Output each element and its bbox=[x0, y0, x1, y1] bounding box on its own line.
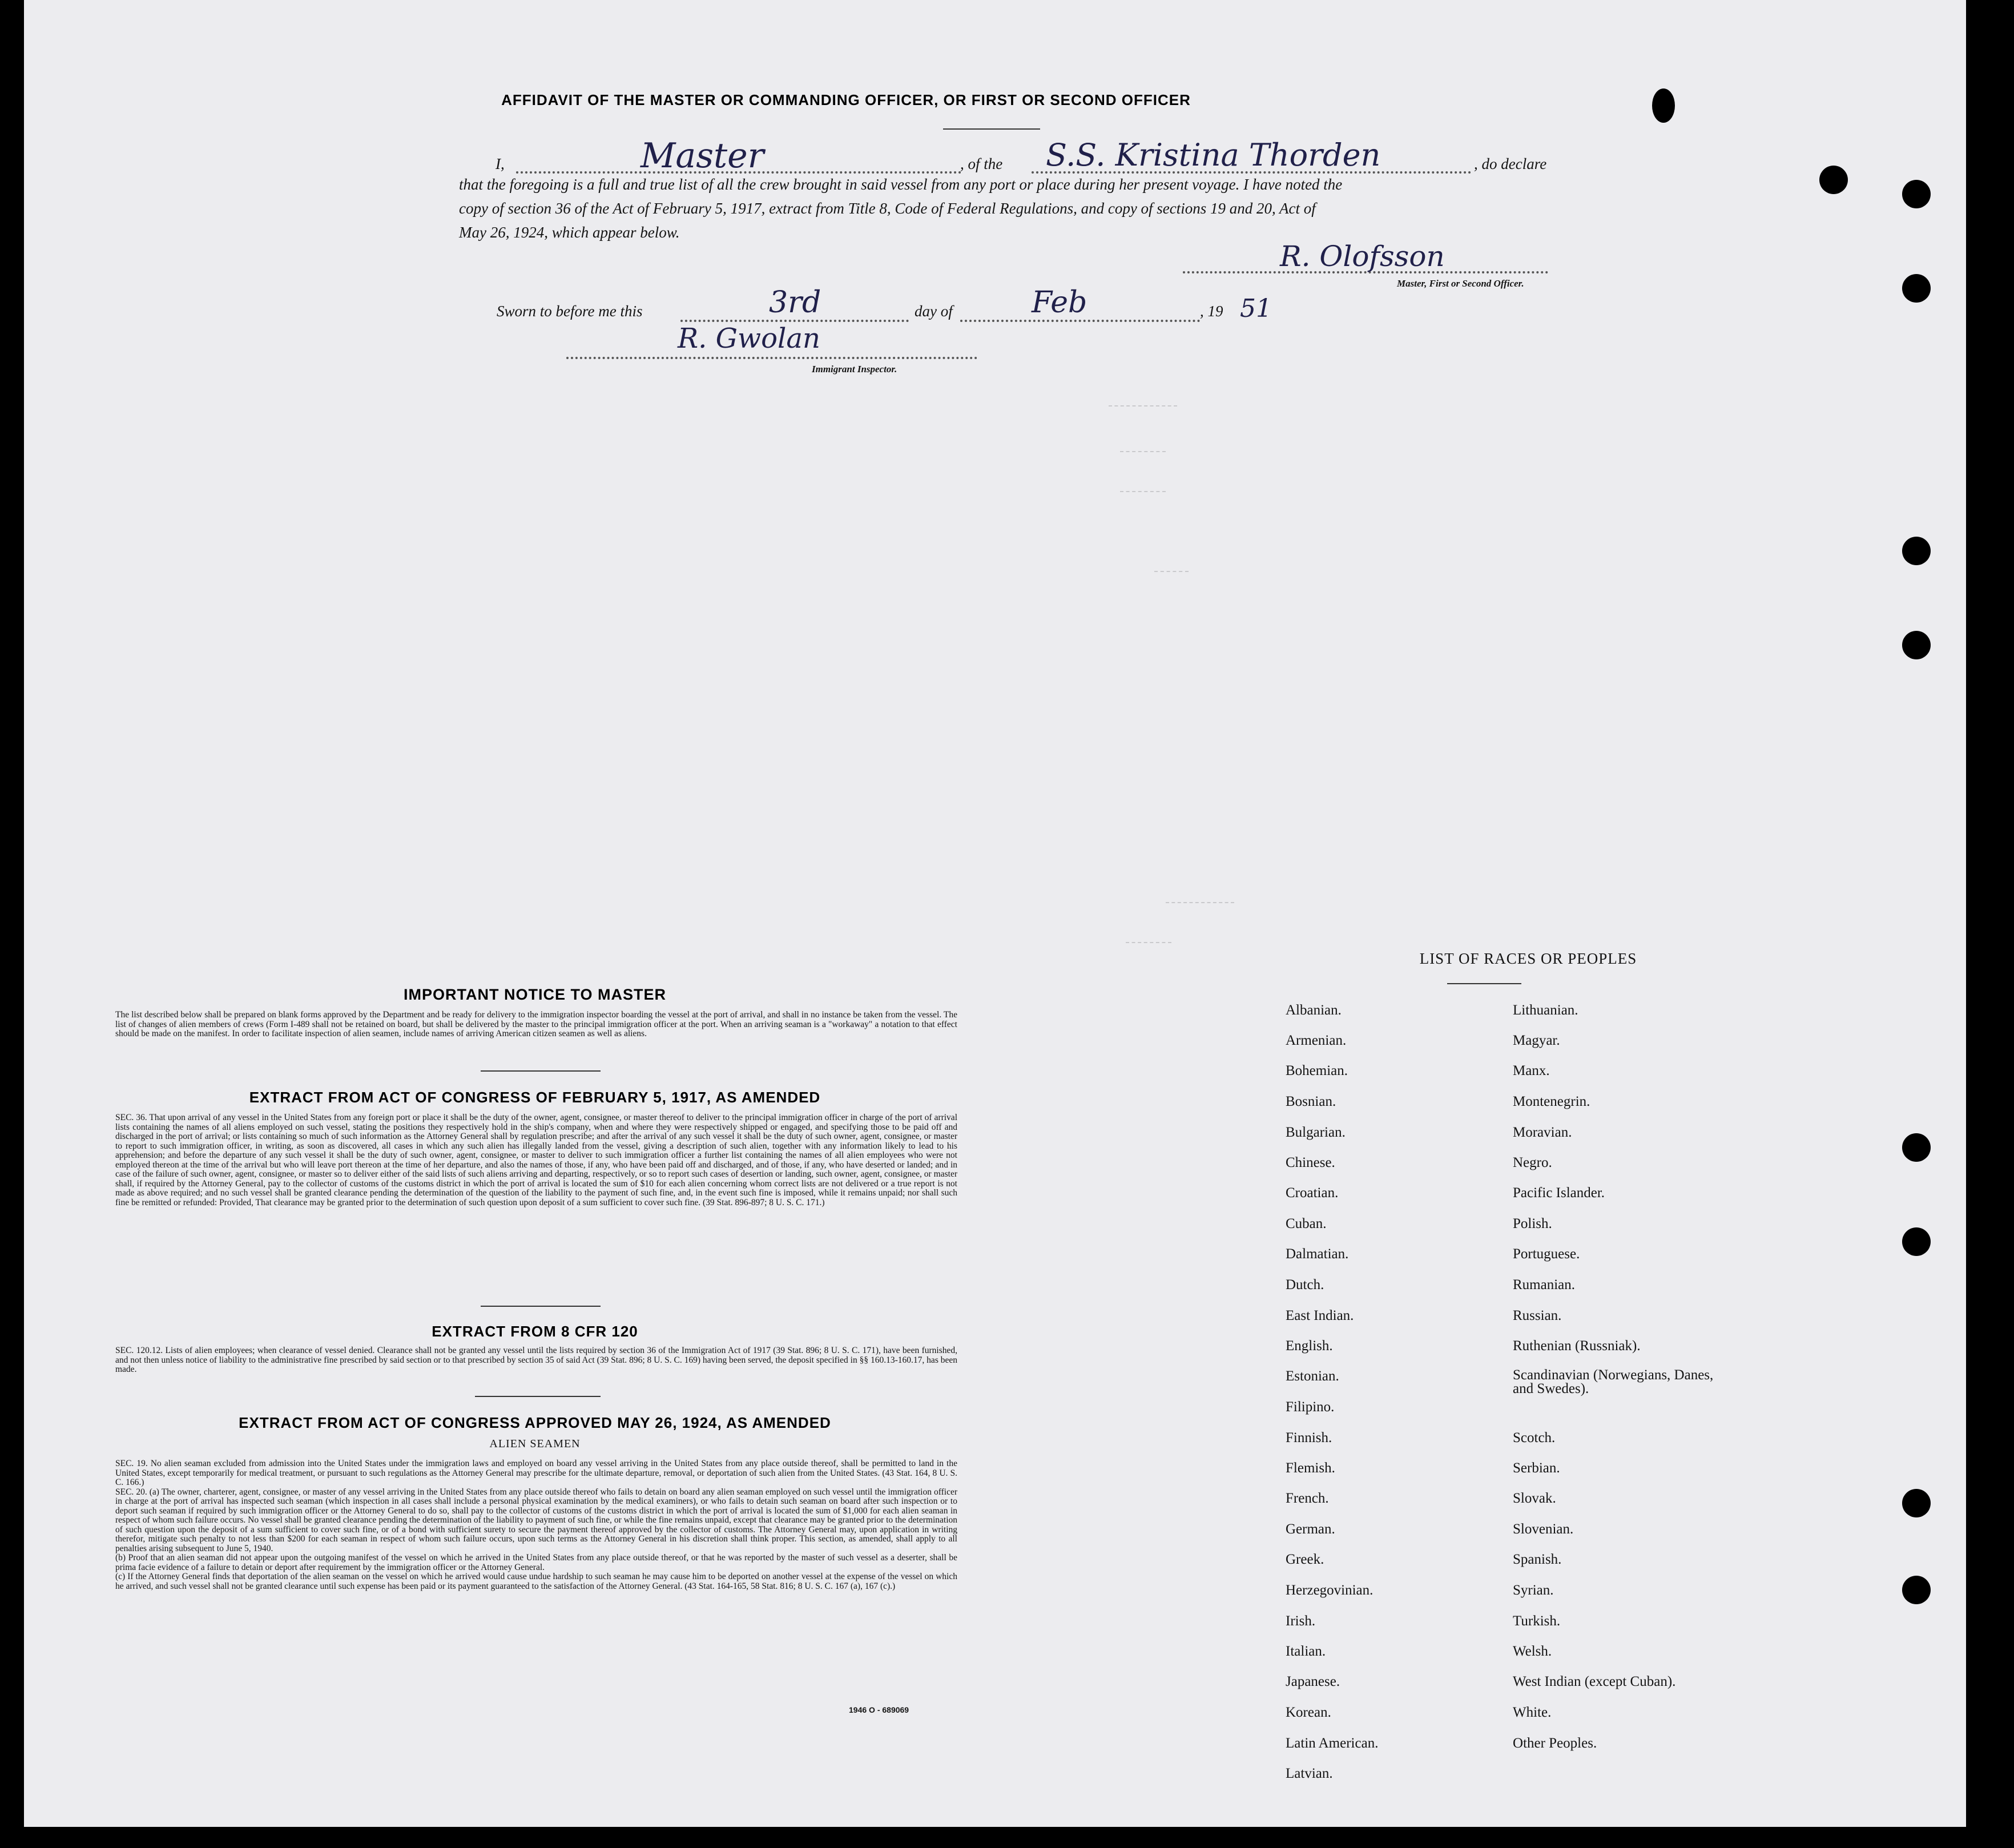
notice-text: The list described below shall be prepared on blank forms approved by the Department and be ready for delivery to the immigration inspector boarding the vessel at the port of arrival, and shall in no instance be taken from the vessel. The list of changes of alien members of crews (Form I-489 shall not be retained on board, but shall be delivered by the master to the principal immigration officer at the port. When an arriving seaman is a "workaway" a notation to that effect should be made on the manifest. In order to facilitate inspection of alien seamen, include names of arriving American citizen seamen as well as aliens. bbox=[115, 1010, 957, 1038]
race-item: Albanian. bbox=[1286, 1002, 1342, 1018]
race-item: Ruthenian (Russniak). bbox=[1513, 1338, 1641, 1354]
race-item: Turkish. bbox=[1513, 1613, 1561, 1629]
race-item: Dalmatian. bbox=[1286, 1246, 1349, 1262]
race-item: Welsh. bbox=[1513, 1644, 1552, 1659]
sec-20a-text: SEC. 20. (a) The owner, charterer, agent, consignee, or master of any vessel arriving in the United States from any place outside thereof who fails to detain on board any alien seaman employed on such vessel until the immigration officer in charge at the port of arrival has inspected such seaman (which inspection in all cases shall include a personal physical examination by the medical examiners), or who fails to detain such seaman on board after such inspection or to deport such seaman if required by such immigration officer or the Attorney General to do so, shall pay to the collector of customs of the customs district in which the port of arrival is located the sum of $1,000 for each alien seaman in respect of whom such failure occurs. No vessel shall be granted clearance pending the determination of the liability to payment of such fine, or while the fine remains unpaid, except that clearance may be granted prior to the determination of such question upon the deposit of a sum sufficient to cover such fine, or of a bond with sufficient surety to secure the payment thereof approved by the collector of customs. The Attorney General may, upon application in writing therefor, mitigate such penalty to not less than $200 for each seaman in respect of whom such failure occurs, upon such terms as the Attorney General in his discretion shall think proper. This section, as amended, shall apply to all penalties arising subsequent to June 5, 1940. bbox=[115, 1487, 957, 1553]
race-item: Chinese. bbox=[1286, 1155, 1335, 1170]
race-item: Finnish. bbox=[1286, 1430, 1332, 1446]
race-item: Filipino. bbox=[1286, 1399, 1335, 1415]
race-item: Other Peoples. bbox=[1513, 1736, 1597, 1751]
race-item: Lithuanian. bbox=[1513, 1002, 1578, 1018]
extract-1924-subtitle: ALIEN SEAMEN bbox=[489, 1438, 581, 1450]
race-item: Armenian. bbox=[1286, 1033, 1347, 1048]
race-item: Slovak. bbox=[1513, 1491, 1556, 1506]
race-item: Japanese. bbox=[1286, 1674, 1340, 1689]
sworn-day: 3rd bbox=[769, 285, 821, 320]
inspector-caption: Immigrant Inspector. bbox=[812, 364, 897, 375]
sworn-month-line bbox=[960, 320, 1200, 322]
race-item: Latin American. bbox=[1286, 1736, 1379, 1751]
punch-hole-icon bbox=[1902, 1227, 1931, 1256]
race-item: Scandinavian (Norwegians, Danes, and Swedes). bbox=[1513, 1367, 1714, 1396]
sworn-month: Feb bbox=[1032, 285, 1087, 320]
race-item: Moravian. bbox=[1513, 1125, 1572, 1140]
punch-hole-icon bbox=[1902, 1489, 1931, 1517]
extract-1917-text: SEC. 36. That upon arrival of any vessel in the United States from any foreign port or place it shall be the duty of the owner, agent, consignee, or master thereof to deliver to the principal immigration officer in charge of the port of arrival lists containing the names of all aliens employed on such vessel, stating the positions they respectively hold in the ship's company, when and where they were respectively shipped or engaged, and specifying those to be paid off and discharged in the port of arrival; or lists containing so much of such information as the Attorney General shall by regulation prescribe; and after the arrival of any such vessel it shall be the duty of such owner, agent, consignee, or master to report to such immigration officer, in writing, as soon as discovered, all cases in which any such alien has illegally landed from the vessel, giving a description of such alien, together with any information likely to lead to his apprehension; and before the departure of any such vessel it shall be the duty of such owner, agent, consignee, or master to deliver to such immigration officer a further list containing the names of all alien employees who were not employed thereon at the time of the arrival but who will leave port thereon at the time of her departure, and also the names of those, if any, who have been paid off and discharged, and of those, if any, who have deserted or landed; and in case of the failure of such owner, agent, consignee, or master so to deliver either of the said lists of such aliens arriving and departing, respectively, or so to report such cases of desertion or landing, such owner, agent, consignee, or master shall, if required by the Attorney General, pay to the collector of customs of the customs district in which the port of arrival is located the sum of $10 for each alien concerning whom correct lists are not delivered or a true report is not made as above required; and no such vessel shall be granted clearance pending the determination of the question of the liability to the payment of such fine, and, in the event such fine is imposed, while it remains unpaid; nor shall such fine be remitted or refunded: Provided, That clearance may be granted prior to the determination of such question upon deposit of a sum sufficient to cover such fine. (39 Stat. 896-897; 8 U. S. C. 171.) bbox=[115, 1113, 957, 1207]
race-item: White. bbox=[1513, 1705, 1552, 1720]
punch-hole-icon bbox=[1902, 1576, 1931, 1604]
race-item: Polish. bbox=[1513, 1216, 1552, 1231]
punch-hole-icon bbox=[1902, 631, 1931, 659]
sworn-year: 51 bbox=[1240, 294, 1272, 323]
bleed-through-mark bbox=[1120, 491, 1166, 492]
race-item: Russian. bbox=[1513, 1308, 1562, 1323]
master-signature-caption: Master, First or Second Officer. bbox=[1397, 278, 1524, 289]
extract-1924-title: EXTRACT FROM ACT OF CONGRESS APPROVED MAY 26, 1924, AS AMENDED bbox=[239, 1414, 831, 1431]
race-item: Magyar. bbox=[1513, 1033, 1560, 1048]
race-item: West Indian (except Cuban). bbox=[1513, 1674, 1676, 1689]
extract-1917-divider bbox=[481, 1306, 601, 1307]
race-item: Scotch. bbox=[1513, 1430, 1556, 1446]
bleed-through-mark bbox=[1120, 451, 1166, 452]
bleed-through-mark bbox=[1154, 571, 1189, 572]
inspector-signature-line bbox=[566, 357, 977, 359]
race-item: Spanish. bbox=[1513, 1552, 1562, 1567]
race-item: Montenegrin. bbox=[1513, 1094, 1590, 1109]
punch-hole-icon bbox=[1902, 1133, 1931, 1162]
sec-20c-text: (c) If the Attorney General finds that deportation of the alien seaman on the vessel on which he arrived would cause undue hardship to such seaman he may cause him to be deported on another vessel at the expense of the vessel on which he arrived, and such vessel shall not be granted clearance until such expense has been paid or its payment guaranteed to the satisfaction of the Attorney General. (43 Stat. 164-165, 58 Stat. 816; 8 U. S. C. 167 (a), 167 (c).) bbox=[115, 1572, 957, 1591]
races-title: LIST OF RACES OR PEOPLES bbox=[1419, 950, 1637, 967]
bleed-through-mark bbox=[1109, 405, 1177, 406]
punch-hole-icon bbox=[1902, 180, 1931, 208]
punch-hole-icon bbox=[1902, 537, 1931, 565]
race-item: Greek. bbox=[1286, 1552, 1324, 1567]
race-item: Dutch. bbox=[1286, 1277, 1324, 1293]
sec-20b-text: (b) Proof that an alien seaman did not appear upon the outgoing manifest of the vessel on which he arrived in the United States from any place outside thereof, or that he was reported by the master of such vessel as a deserter, shall be prima facie evidence of a failure to detain or deport after requirement by the immigration officer or the Attorney General. bbox=[115, 1553, 957, 1572]
affidavit-body-line-3: May 26, 1924, which appear below. bbox=[459, 224, 680, 241]
of-the-text: , of the bbox=[960, 155, 1003, 172]
race-item: English. bbox=[1286, 1338, 1333, 1354]
race-item: Bohemian. bbox=[1286, 1063, 1348, 1078]
race-item: Italian. bbox=[1286, 1644, 1326, 1659]
races-divider bbox=[1447, 983, 1521, 984]
punch-hole-icon bbox=[1819, 166, 1848, 194]
title-divider bbox=[943, 128, 1040, 130]
notice-divider bbox=[481, 1070, 601, 1072]
race-item: Bulgarian. bbox=[1286, 1125, 1346, 1140]
race-item: Bosnian. bbox=[1286, 1094, 1336, 1109]
race-item: Cuban. bbox=[1286, 1216, 1327, 1231]
race-item: Syrian. bbox=[1513, 1583, 1554, 1598]
master-signature: R. Olofsson bbox=[1280, 240, 1445, 273]
affidavit-body-line-2: copy of section 36 of the Act of February 5, 1917, extract from Title 8, Code of Federal Regulations, and copy of sections 19 and 20, Act of bbox=[459, 200, 1316, 217]
do-declare-text: , do declare bbox=[1474, 155, 1547, 172]
race-item: Portuguese. bbox=[1513, 1246, 1580, 1262]
race-item: Flemish. bbox=[1286, 1460, 1335, 1476]
extract-cfr-text: SEC. 120.12. Lists of alien employees; when clearance of vessel denied. Clearance shall not be granted any vessel until the lists required by section 36 of the Immigration Act of 1917 (39 Stat. 896; 8 U. S. C. 171), have been furnished, and not then unless notice of liability to the administrative fine prescribed by said section or to that prescribed by section 35 of said Act (39 Stat. 896; 8 U. S. C. 169) having been served, the deposit specified in §§ 160.13-160.17, has been made. bbox=[115, 1346, 957, 1374]
sworn-prefix: Sworn to before me this bbox=[497, 303, 643, 320]
race-item: Irish. bbox=[1286, 1613, 1316, 1629]
race-item: Rumanian. bbox=[1513, 1277, 1576, 1293]
extract-1924-body bbox=[115, 1459, 957, 1591]
race-item: Pacific Islander. bbox=[1513, 1185, 1605, 1201]
affidavit-i: I, bbox=[496, 155, 505, 172]
affidavit-title: AFFIDAVIT OF THE MASTER OR COMMANDING OFFICER, OR FIRST OR SECOND OFFICER bbox=[501, 91, 1191, 108]
name-handwritten: Master bbox=[641, 136, 764, 176]
day-of-text: day of bbox=[915, 303, 953, 320]
sec-19-text: SEC. 19. No alien seaman excluded from admission into the United States under the immigration laws and employed on board any vessel arriving in the United States from any place outside thereof, shall be permitted to land in the United States, except temporarily for medical treatment, or pursuant to such regulations as the Attorney General may prescribe for the ultimate departure, removal, or deportation of such alien from the United States. (43 Stat. 164, 8 U. S. C. 166.) bbox=[115, 1459, 957, 1487]
punch-hole-icon bbox=[1902, 274, 1931, 303]
affidavit-body-line-1: that the foregoing is a full and true list of all the crew brought in said vessel from any port or place during her present voyage. I have noted the bbox=[459, 176, 1343, 193]
inspector-signature: R. Gwolan bbox=[678, 323, 820, 355]
bleed-through-mark bbox=[1166, 902, 1234, 903]
print-code: 1946 O - 689069 bbox=[849, 1705, 909, 1714]
extract-cfr-title: EXTRACT FROM 8 CFR 120 bbox=[432, 1323, 638, 1340]
form-page bbox=[24, 0, 1966, 1827]
race-item: Manx. bbox=[1513, 1063, 1550, 1078]
race-item: Latvian. bbox=[1286, 1766, 1333, 1781]
sworn-day-line bbox=[680, 320, 909, 322]
race-item: East Indian. bbox=[1286, 1308, 1354, 1323]
race-item: Slovenian. bbox=[1513, 1521, 1574, 1537]
race-item: German. bbox=[1286, 1521, 1335, 1537]
race-item: Herzegovinian. bbox=[1286, 1583, 1373, 1598]
race-item: French. bbox=[1286, 1491, 1329, 1506]
race-item: Croatian. bbox=[1286, 1185, 1339, 1201]
race-item: Negro. bbox=[1513, 1155, 1552, 1170]
race-item: Serbian. bbox=[1513, 1460, 1560, 1476]
race-item: Estonian. bbox=[1286, 1368, 1339, 1384]
extract-1917-title: EXTRACT FROM ACT OF CONGRESS OF FEBRUARY 5, 1917, AS AMENDED bbox=[249, 1089, 821, 1106]
notice-title: IMPORTANT NOTICE TO MASTER bbox=[404, 986, 666, 1003]
punch-hole-icon bbox=[1652, 88, 1675, 123]
extract-cfr-divider bbox=[475, 1396, 601, 1397]
vessel-handwritten: S.S. Kristina Thorden bbox=[1046, 137, 1381, 173]
race-item: Korean. bbox=[1286, 1705, 1331, 1720]
year-prefix: , 19 bbox=[1200, 303, 1223, 320]
bleed-through-mark bbox=[1126, 942, 1171, 943]
